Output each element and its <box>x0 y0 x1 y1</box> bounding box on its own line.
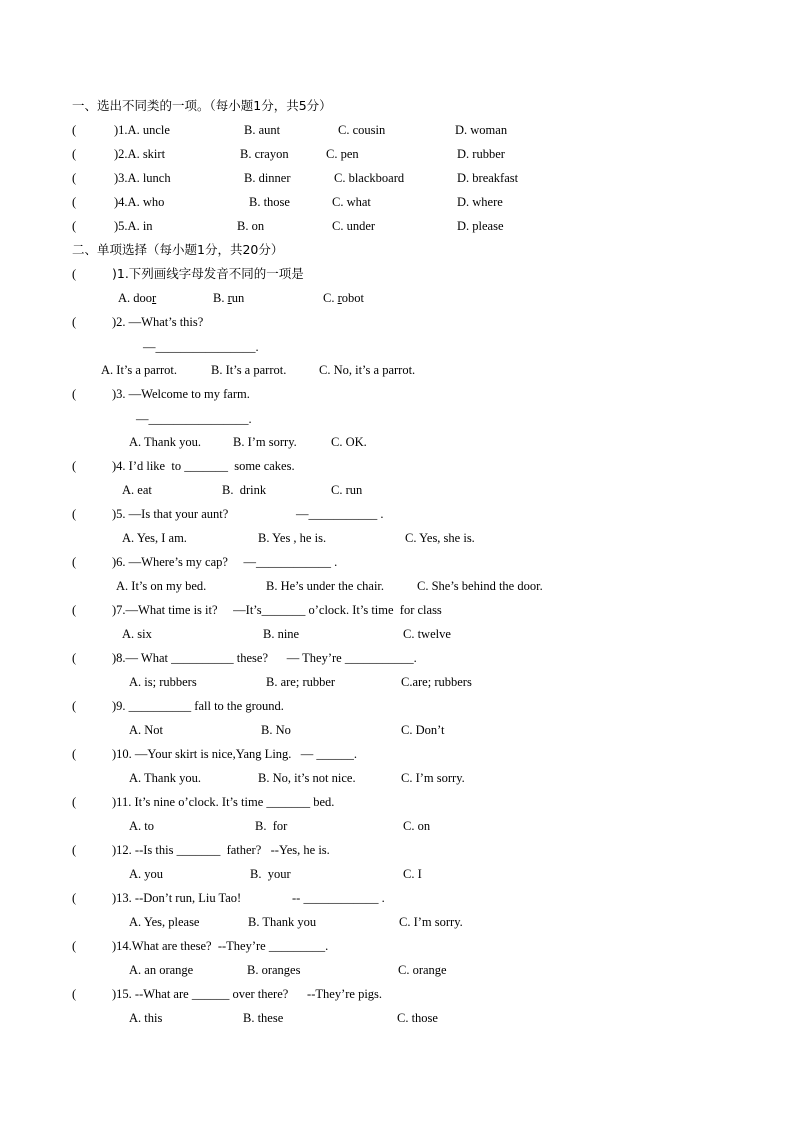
option-c: C. She’s behind the door. <box>417 579 543 593</box>
option-a: A. an orange <box>129 963 194 977</box>
options-row <box>0 478 794 502</box>
option-b: B. drink <box>222 483 267 497</box>
option-c: C. what <box>332 195 371 209</box>
option-b: B. aunt <box>244 123 281 137</box>
answer-paren: ( <box>72 603 77 617</box>
stem-text: )6. —Where’s my cap? —____________ . <box>112 555 338 569</box>
options-row <box>0 718 794 742</box>
option-c: C. I <box>403 867 422 881</box>
options-row <box>0 862 794 886</box>
option-b: B. Thank you <box>248 915 317 929</box>
option-c: C. Don’t <box>401 723 445 737</box>
option-c: C. orange <box>398 963 447 977</box>
option-d: D. please <box>457 219 504 233</box>
options-row <box>0 574 794 598</box>
stem-text: )4. I’d like to _______ some cakes. <box>112 459 295 473</box>
answer-paren: ( <box>72 651 77 665</box>
question-stem <box>0 382 794 406</box>
option-b: B. No <box>261 723 291 737</box>
option-b: B. dinner <box>244 171 291 185</box>
option-a: A. It’s on my bed. <box>116 579 207 593</box>
section-1-title: 一、选出不同类的一项。（每小题1分，共5分） <box>72 98 332 113</box>
option-b: B. nine <box>263 627 300 641</box>
option-c: C.are; rubbers <box>401 675 472 689</box>
question-stem <box>0 502 794 526</box>
question-stem <box>0 646 794 670</box>
answer-paren: ( <box>72 459 77 473</box>
question-stem <box>0 982 794 1006</box>
answer-paren: ( <box>72 891 77 905</box>
stem-text: )10. —Your skirt is nice,Yang Ling. — ______. <box>112 747 358 761</box>
answer-paren: ( <box>72 387 77 401</box>
stem-text: )14.What are these? --They’re _________. <box>112 939 329 953</box>
options-row <box>0 526 794 550</box>
answer-paren: ( <box>72 747 77 761</box>
section-2-title: 二、单项选择（每小题1分，共20分） <box>72 242 284 257</box>
option-b: B. these <box>243 1011 284 1025</box>
option-b: B. for <box>255 819 288 833</box>
option-a: )3.A. lunch <box>114 171 171 185</box>
option-b: B. your <box>250 867 291 881</box>
option-a: A. Thank you. <box>129 771 201 785</box>
option-a: A. Not <box>129 723 164 737</box>
option-c: C. under <box>332 219 376 233</box>
options-row <box>0 958 794 982</box>
stem-text: )7.—What time is it? —It’s_______ o’clock. It’s time for class <box>112 603 442 617</box>
option-a: A. this <box>129 1011 163 1025</box>
answer-paren: ( <box>72 123 77 137</box>
option-b: B. crayon <box>240 147 289 161</box>
answer-paren: ( <box>72 699 77 713</box>
options-row <box>0 1006 794 1030</box>
answer-paren: ( <box>72 507 77 521</box>
option-c: C. pen <box>326 147 359 161</box>
option-b: B. on <box>237 219 265 233</box>
option-a: A. six <box>122 627 152 641</box>
option-c: C. Yes, she is. <box>405 531 475 545</box>
option-b: B. He’s under the chair. <box>266 579 385 593</box>
answer-blank-row <box>0 335 794 359</box>
options-row <box>0 622 794 646</box>
option-a: A. Yes, I am. <box>122 531 187 545</box>
option-a: )1.A. uncle <box>114 123 170 137</box>
stem-text: )2. —What’s this? <box>112 315 204 329</box>
option-b: B. those <box>249 195 290 209</box>
option-a: A. you <box>129 867 164 881</box>
stem-text: )13. --Don’t run, Liu Tao! <box>112 891 242 905</box>
question-row <box>0 214 794 238</box>
option-b: B. oranges <box>247 963 301 977</box>
option-c: C. run <box>331 483 363 497</box>
answer-blank: —________________. <box>143 340 259 354</box>
option-a: A. eat <box>122 483 152 497</box>
stem-text: )11. It’s nine o’clock. It’s time _______ bed. <box>112 795 335 809</box>
question-stem <box>0 838 794 862</box>
answer-paren: ( <box>72 315 77 329</box>
option-d: D. rubber <box>457 147 505 161</box>
option-c: C. No, it’s a parrot. <box>319 363 416 377</box>
question-stem <box>0 934 794 958</box>
question-stem <box>0 886 794 910</box>
question-row <box>0 142 794 166</box>
answer-paren: ( <box>72 987 77 1001</box>
option-b: B. Yes , he is. <box>258 531 327 545</box>
option-b: B. run <box>213 291 245 305</box>
stem-text: )1.下列画线字母发音不同的一项是 <box>112 266 304 281</box>
answer-paren: ( <box>72 267 77 281</box>
option-b: B. No, it’s not nice. <box>258 771 356 785</box>
option-a: )5.A. in <box>114 219 153 233</box>
answer-paren: ( <box>72 195 77 209</box>
question-stem <box>0 550 794 574</box>
option-a: A. Thank you. <box>129 435 201 449</box>
option-c: C. I’m sorry. <box>401 771 465 785</box>
stem-text: )3. —Welcome to my farm. <box>112 387 250 401</box>
question-stem <box>0 262 794 286</box>
answer-paren: ( <box>72 147 77 161</box>
answer-paren: ( <box>72 219 77 233</box>
answer-paren: ( <box>72 939 77 953</box>
option-d: D. breakfast <box>457 171 519 185</box>
options-row <box>0 286 794 310</box>
option-a: )2.A. skirt <box>114 147 166 161</box>
options-row <box>0 430 794 454</box>
options-row <box>0 670 794 694</box>
stem-text: )9. __________ fall to the ground. <box>112 699 284 713</box>
answer-paren: ( <box>72 843 77 857</box>
option-c: C. twelve <box>403 627 451 641</box>
question-row <box>0 166 794 190</box>
answer-blank: —___________ . <box>296 507 384 521</box>
option-d: D. woman <box>455 123 508 137</box>
answer-blank: —________________. <box>136 412 252 426</box>
answer-blank-row <box>0 407 794 431</box>
option-a: A. door <box>118 291 157 305</box>
option-c: C. cousin <box>338 123 386 137</box>
option-c: C. those <box>397 1011 438 1025</box>
option-a: A. It’s a parrot. <box>101 363 178 377</box>
option-a: A. Yes, please <box>129 915 200 929</box>
answer-paren: ( <box>72 171 77 185</box>
question-stem <box>0 598 794 622</box>
option-c: C. I’m sorry. <box>399 915 463 929</box>
options-row <box>0 910 794 934</box>
option-b: B. It’s a parrot. <box>211 363 287 377</box>
option-a: A. to <box>129 819 154 833</box>
options-row <box>0 766 794 790</box>
option-b: B. I’m sorry. <box>233 435 297 449</box>
question-stem <box>0 694 794 718</box>
option-a: )4.A. who <box>114 195 165 209</box>
options-row <box>0 814 794 838</box>
option-d: D. where <box>457 195 503 209</box>
option-c: C. on <box>403 819 431 833</box>
answer-paren: ( <box>72 795 77 809</box>
option-b: B. are; rubber <box>266 675 336 689</box>
stem-text: )15. --What are ______ over there? --They’re pigs. <box>112 987 383 1001</box>
question-stem <box>0 742 794 766</box>
stem-text: )8.— What __________ these? — They’re ___________. <box>112 651 417 665</box>
answer-paren: ( <box>72 555 77 569</box>
question-stem <box>0 454 794 478</box>
option-c: C. OK. <box>331 435 367 449</box>
option-a: A. is; rubbers <box>129 675 197 689</box>
question-row <box>0 190 794 214</box>
question-stem <box>0 310 794 334</box>
answer-blank: -- ____________ . <box>292 891 385 905</box>
question-row <box>0 118 794 142</box>
option-c: C. blackboard <box>334 171 405 185</box>
question-stem <box>0 790 794 814</box>
stem-text: )12. --Is this _______ father? --Yes, he is. <box>112 843 330 857</box>
option-c: C. robot <box>323 291 364 305</box>
options-row <box>0 358 794 382</box>
stem-text: )5. —Is that your aunt? <box>112 507 229 521</box>
